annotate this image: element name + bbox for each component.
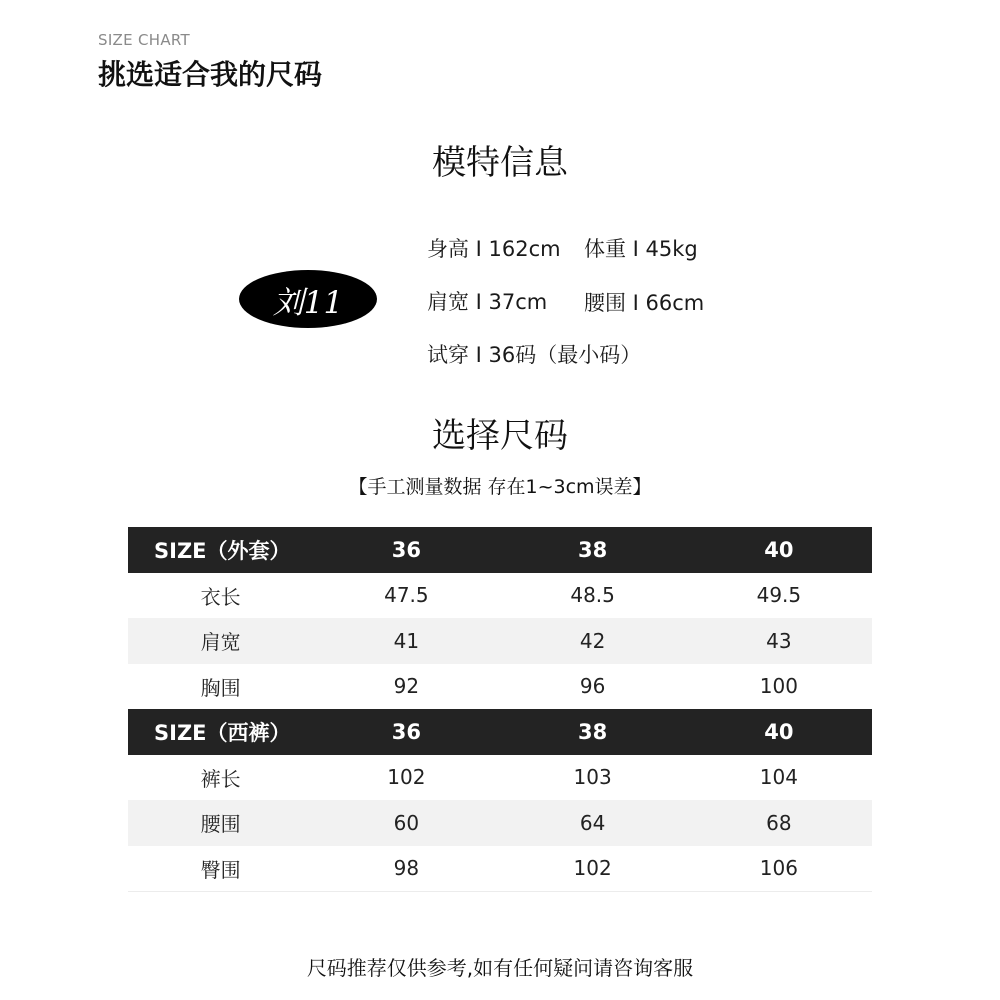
size-header-cell: 38 (499, 527, 685, 573)
table-cell: 92 (393, 674, 420, 699)
table-cell: 64 (499, 800, 685, 846)
pants-header-row (128, 709, 872, 755)
table-cell: 103 (573, 765, 612, 790)
table-cell: 68 (686, 800, 872, 846)
table-cell: 42 (499, 618, 685, 664)
table-cell: 102 (387, 765, 426, 790)
measurement-label: 腰围 (128, 800, 313, 846)
size-header-cell: 38 (499, 709, 685, 755)
table-row (128, 664, 872, 710)
size-header-cell: 40 (686, 709, 872, 755)
model-weight: 体重 I 45kg (584, 237, 698, 261)
table-cell: 96 (579, 674, 606, 699)
page-title: 挑选适合我的尺码 (98, 58, 323, 91)
model-tried-size: 试穿 I 36码（最小码） (427, 343, 642, 367)
model-height: 身高 I 162cm (427, 237, 561, 261)
measurement-label: 胸围 (200, 675, 241, 700)
model-waist: 腰围 I 66cm (584, 291, 705, 315)
table-cell: 43 (686, 618, 872, 664)
size-header-cell: 40 (686, 527, 872, 573)
table-cell: 49.5 (756, 583, 802, 608)
table-row (128, 618, 872, 664)
size-chart-table (128, 527, 872, 892)
table-cell: 106 (686, 846, 872, 892)
table-cell: 60 (313, 800, 499, 846)
footer-note: 尺码推荐仅供参考,如有任何疑问请咨询客服 (306, 956, 694, 980)
table-cell: 102 (499, 846, 685, 892)
jacket-header-label: SIZE（外套） (128, 527, 313, 573)
size-header-cell: 36 (313, 709, 499, 755)
table-cell: 98 (313, 846, 499, 892)
measurement-note: 【手工测量数据 存在1~3cm误差】 (348, 476, 652, 498)
model-name: 刘11 (272, 284, 344, 321)
measurement-label: 裤长 (200, 766, 241, 791)
table-row (128, 846, 872, 892)
measurement-label: 臀围 (128, 846, 313, 892)
measurement-label: 衣长 (200, 584, 241, 609)
table-row (128, 755, 872, 801)
table-cell: 100 (759, 674, 798, 699)
model-name-badge (239, 270, 377, 328)
measurement-label: 肩宽 (128, 618, 313, 664)
model-info-title: 模特信息 (432, 143, 568, 183)
table-cell: 41 (313, 618, 499, 664)
table-cell: 48.5 (570, 583, 615, 608)
table-row (128, 800, 872, 846)
size-chart-eyebrow: SIZE CHART (98, 31, 190, 49)
table-row (128, 573, 872, 619)
size-header-cell: 36 (313, 527, 499, 573)
table-cell: 47.5 (384, 583, 429, 608)
pants-header-label: SIZE（西裤） (128, 709, 313, 755)
size-section-title: 选择尺码 (432, 416, 568, 456)
model-shoulder: 肩宽 I 37cm (427, 290, 548, 314)
table-cell: 104 (759, 765, 798, 790)
jacket-header-row (128, 527, 872, 573)
